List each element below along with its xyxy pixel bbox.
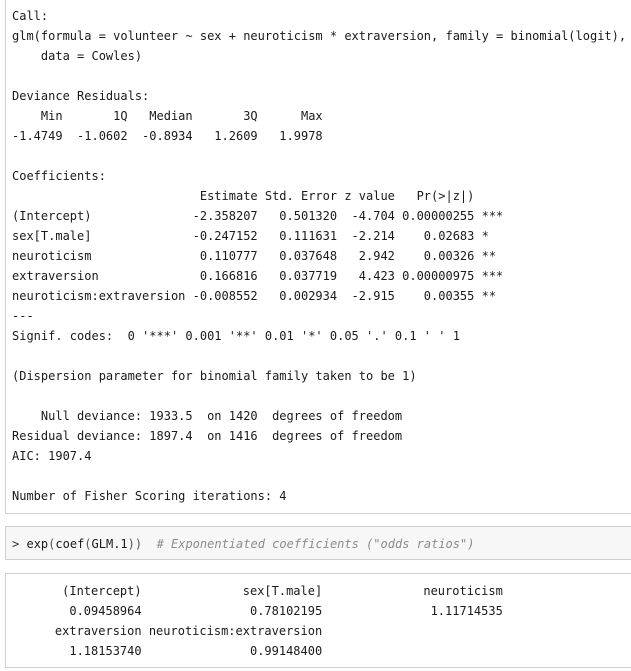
exp-function: exp <box>26 537 49 551</box>
close-parens: )) <box>127 537 143 551</box>
open-paren: ( <box>48 537 56 551</box>
glm-summary-output <box>5 0 631 514</box>
odds-ratio-text: (Intercept) sex[T.male] neuroticism 0.09458964 0.78102195 1.11714535 extraversion neuroticism:extraversion 1.18153740 0.99148400 <box>54 584 503 658</box>
model-argument: GLM.1 <box>91 537 128 551</box>
code-line[interactable] <box>12 534 474 554</box>
console-prompt: > <box>12 537 20 551</box>
open-paren: ( <box>84 537 92 551</box>
odds-ratio-output <box>5 573 631 668</box>
code-input-cell[interactable] <box>5 526 631 560</box>
coef-function: coef <box>55 537 85 551</box>
glm-summary-text: Call: glm(formula = volunteer ~ sex + neuroticism * extraversion, family = binomial(logit), data = Cowles) Deviance Residuals: Min 1Q Median 3Q Max -1.4749 -1.0602 -0.8934 1.2609 1.9978 Coefficients: Estimate Std. Error z value Pr(>|z|) (Intercept) -2.358207 0.501320 -4.704 0.00000255 *** sex[T.male] -0.247152 0.111631 -2.214 0.02683 * neuroticism 0.110777 0.037648 2.942 0.00326 ** extraversion 0.166816 0.037719 4.423 0.00000975 *** neuroticism:extraversion -0.008552 0.002934 -2.915 0.00355 ** --- Signif. codes: 0 '***' 0.001 '**' 0.01 '*' 0.05 '.' 0.1 ' ' 1 (Dispersion parameter for binomial family taken to be 1) Null deviance: 1933.5 on 1420 degrees of freedom Residual deviance: 1897.4 on 1416 degrees of freedom AIC: 1907.4 Number of Fisher Scoring iterations: 4 <box>12 9 627 503</box>
code-comment: # Exponentiated coefficients ("odds ratios") <box>156 537 475 551</box>
